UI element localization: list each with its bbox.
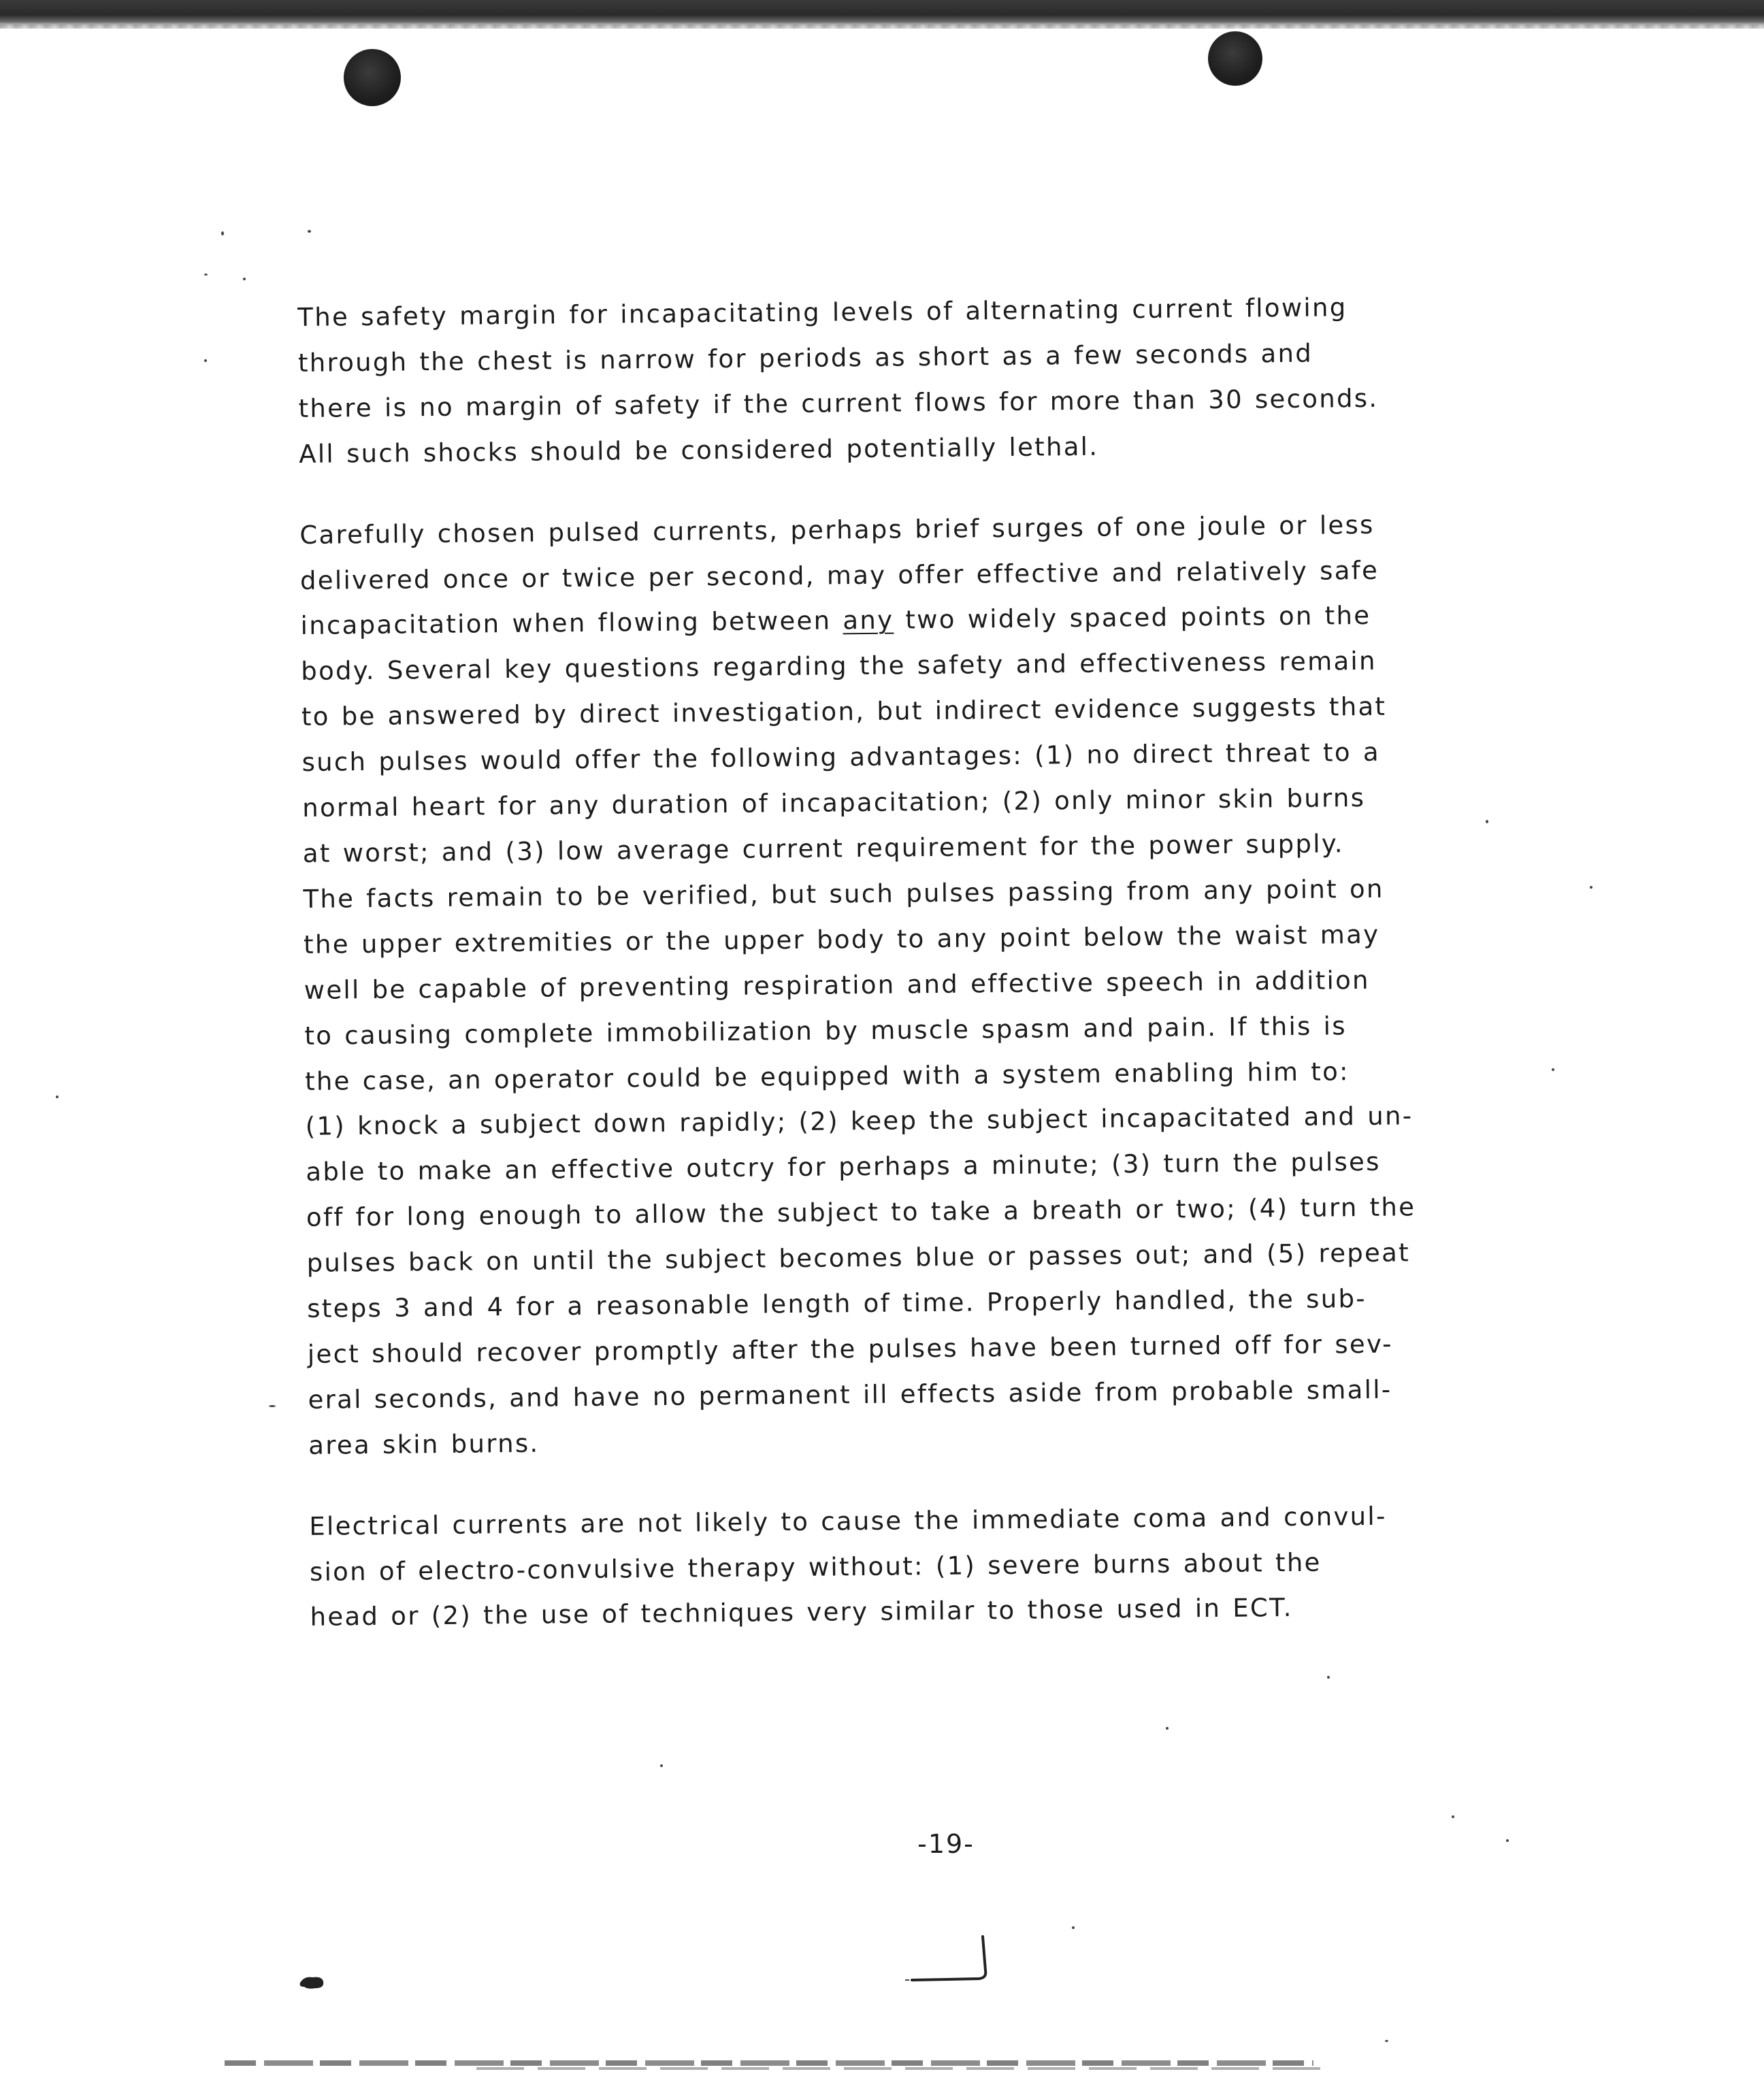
paragraph-1 (297, 284, 1497, 478)
text-line: off for long enough to allow the subject to take a breath or two; (4) turn the (306, 1192, 1416, 1233)
text-line: Carefully chosen pulsed currents, perhaps brief surges of one joule or less (299, 510, 1375, 550)
scan-speck (221, 231, 224, 235)
paragraph-2 (299, 501, 1506, 1469)
text-line: the upper extremities or the upper body to any point below the waist may (303, 919, 1380, 959)
text-line: pulses back on until the subject becomes blue or passes out; and (5) repeat (306, 1238, 1411, 1279)
text-line: delivered once or twice per second, may offer effective and relatively safe (299, 555, 1379, 595)
scan-bottom-border-secondary (476, 2067, 1327, 2070)
text-line: ject should recover promptly after the pulses have been turned off for sev- (307, 1329, 1394, 1369)
underlined-word: any (843, 606, 894, 636)
text-line: eral seconds, and have no permanent ill effects aside from probable small- (308, 1374, 1392, 1415)
text-line: through the chest is narrow for periods as short as a few seconds and (297, 338, 1313, 378)
punch-hole-right (1208, 31, 1262, 86)
body-text (297, 284, 1508, 1676)
handwritten-bracket-mark (905, 1927, 1007, 1988)
scan-speck (1590, 886, 1592, 889)
scan-top-border (0, 0, 1764, 27)
text-line: to be answered by direct investigation, but indirect evidence suggests that (301, 691, 1387, 732)
text-line: the case, an operator could be equipped with a system enabling him to: (304, 1056, 1350, 1096)
text-line: well be capable of preventing respiration and effective speech in addition (304, 965, 1370, 1005)
text-line: able to make an effective outcry for perhaps a minute; (3) turn the pulses (306, 1147, 1381, 1187)
paragraph-3 (309, 1493, 1508, 1641)
text-line: Electrical currents are not likely to cause the immediate coma and convul- (309, 1501, 1387, 1541)
text-line: head or (2) the use of techniques very similar to those used in ECT. (310, 1593, 1293, 1632)
scan-speck (204, 359, 207, 362)
scan-speck (243, 278, 246, 280)
scan-speck (1327, 1676, 1330, 1679)
text-line: there is no margin of safety if the current flows for more than 30 seconds. (298, 383, 1379, 423)
scan-speck (660, 1764, 663, 1767)
scan-speck (1166, 1727, 1169, 1730)
text-line-prefix: incapacitation when flowing between (300, 606, 832, 641)
text-line: to causing complete immobilization by muscle spasm and pain. If this is (304, 1010, 1348, 1051)
text-line: The facts remain to be verified, but such pulses passing from any point on (303, 874, 1384, 914)
scan-bottom-border (225, 2060, 1313, 2066)
text-line: normal heart for any duration of incapacitation; (2) only minor skin burns (302, 783, 1366, 823)
text-line: sion of electro-convulsive therapy without: (1) severe burns about the (309, 1547, 1322, 1587)
text-line: The safety margin for incapacitating levels of alternating current flowing (297, 293, 1348, 332)
text-line: area skin burns. (308, 1428, 540, 1460)
scan-speck (1506, 1839, 1509, 1842)
scan-speck (1452, 1815, 1454, 1818)
text-line: steps 3 and 4 for a reasonable length of time. Properly handled, the sub- (307, 1284, 1367, 1323)
scan-speck (308, 230, 311, 233)
scan-speck (1385, 2040, 1388, 2042)
text-line: at worst; and (3) low average current requirement for the power supply. (302, 829, 1344, 868)
scan-speck (1552, 1068, 1554, 1071)
scan-speck (204, 274, 208, 276)
text-line: body. Several key questions regarding the safety and effectiveness remain (301, 646, 1377, 687)
scan-speck (269, 1405, 276, 1407)
text-line-suffix: two widely spaced points on the (905, 601, 1371, 635)
scan-speck (1072, 1926, 1075, 1929)
scan-top-border-fade (0, 24, 1764, 29)
page-number: -19- (917, 1829, 975, 1859)
scan-speck (56, 1095, 59, 1098)
text-line: (1) knock a subject down rapidly; (2) keep the subject incapacitated and un- (305, 1101, 1414, 1142)
text-line: such pulses would offer the following advantages: (1) no direct threat to a (301, 737, 1381, 778)
text-line: All such shocks should be considered potentially lethal. (299, 431, 1099, 469)
ink-smudge (297, 1973, 326, 1991)
punch-hole-left (344, 49, 401, 106)
